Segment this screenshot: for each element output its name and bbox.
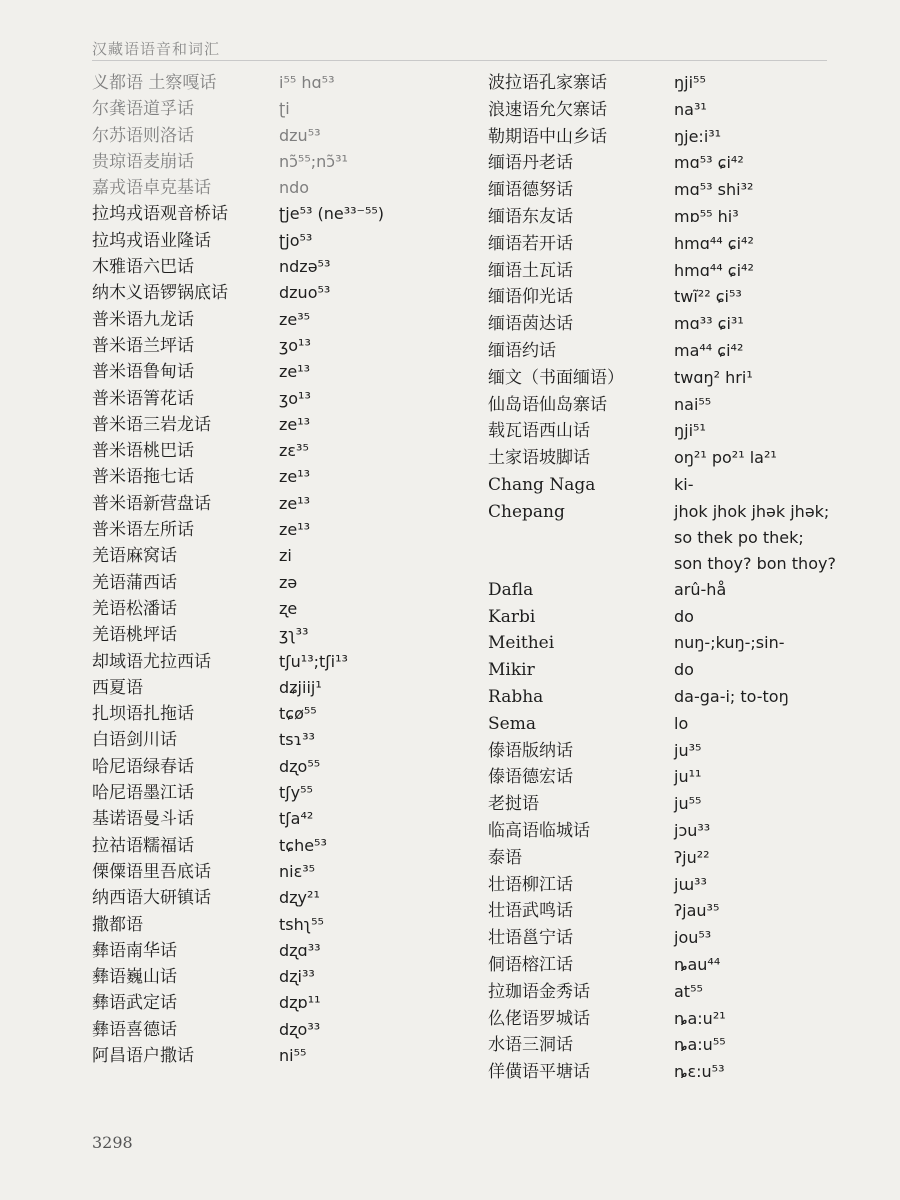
language-name: 羌语松潘话: [92, 598, 177, 619]
language-name: 撒都语: [92, 914, 143, 935]
language-name: 嘉戎语卓克基话: [92, 178, 211, 199]
language-name: 白语剑川话: [92, 730, 177, 751]
left-column: [92, 70, 472, 1069]
entry-row: [92, 543, 472, 569]
word-form: ki-: [674, 474, 694, 494]
word-form: ʈi: [279, 99, 290, 119]
word-form: jhok jhok jhək jhək; so thek po thek; son thoy? bon thoy?: [674, 501, 836, 573]
language-name: 普米语左所话: [92, 520, 194, 541]
language-name: 拉坞戎语业隆话: [92, 230, 211, 251]
entry-row: [488, 418, 888, 445]
entry-row: [488, 952, 888, 979]
entry-row: [92, 201, 472, 227]
language-name: 土家语坡脚话: [488, 448, 590, 469]
word-form: ʒo¹³: [279, 335, 311, 355]
entry-row: [488, 1006, 888, 1033]
word-form: ju⁵⁵: [674, 794, 702, 814]
word-form: twɑŋ² hri¹: [674, 367, 753, 387]
entry-row: [92, 701, 472, 727]
entry-row: [488, 657, 888, 684]
language-name: 缅语丹老话: [488, 153, 573, 174]
entry-row: [488, 925, 888, 952]
word-form: dzuo⁵³: [279, 283, 331, 303]
word-form: zə: [279, 572, 298, 592]
entry-row: [488, 472, 888, 499]
entry-row: [488, 365, 888, 392]
entry-row: [488, 764, 888, 791]
language-name: Rabha: [488, 686, 544, 707]
running-header: 汉藏语语音和词汇: [92, 40, 221, 58]
language-name: 哈尼语绿春话: [92, 756, 194, 777]
language-name: 普米语鲁甸话: [92, 362, 194, 383]
word-form: arû-hå: [674, 579, 727, 599]
word-form: ȵau⁴⁴: [674, 954, 721, 974]
page-number: 3298: [92, 1133, 133, 1152]
word-form: dzu⁵³: [279, 125, 321, 145]
language-name: 壮语柳江话: [488, 874, 573, 895]
language-name: 仙岛语仙岛寨话: [488, 394, 607, 415]
language-name: 临高语临城话: [488, 820, 590, 841]
entry-row: [92, 964, 472, 990]
entry-row: [488, 204, 888, 231]
entry-row: [92, 228, 472, 254]
language-name: 羌语蒲西话: [92, 572, 177, 593]
word-form: tsɿ³³: [279, 730, 315, 750]
word-form: tshʅ⁵⁵: [279, 914, 324, 934]
language-name: 纳木义语锣锅底话: [92, 283, 228, 304]
language-name: Sema: [488, 713, 536, 734]
entry-row: [92, 1017, 472, 1043]
word-form: ŋji⁵¹: [674, 421, 706, 441]
word-form: ʈjo⁵³: [279, 230, 313, 250]
word-form: na³¹: [674, 99, 707, 119]
language-name: Dafla: [488, 579, 534, 600]
entry-row: [488, 284, 888, 311]
entry-row: [92, 780, 472, 806]
language-name: 基诺语曼斗话: [92, 809, 194, 830]
entry-row: [92, 570, 472, 596]
word-form: da-ga-i; to-toŋ: [674, 686, 789, 706]
word-form: mɑ³³ ɕi³¹: [674, 314, 744, 334]
language-name: 傈僳语里吾底话: [92, 861, 211, 882]
word-form: nɔ̃⁵⁵;nɔ̃³¹: [279, 151, 348, 171]
entry-row: [488, 791, 888, 818]
language-name: 泰语: [488, 847, 522, 868]
language-name: 佯僙语平塘话: [488, 1062, 590, 1083]
word-form: ju³⁵: [674, 740, 702, 760]
entry-row: [488, 231, 888, 258]
language-name: 傣语德宏话: [488, 767, 573, 788]
entry-row: [92, 175, 472, 201]
language-name: 义都语 土察嘎话: [92, 73, 217, 93]
entry-row: [488, 258, 888, 285]
language-name: 缅语仰光话: [488, 287, 573, 308]
language-name: 彝语巍山话: [92, 967, 177, 988]
entry-row: [92, 123, 472, 149]
word-form: ndzə⁵³: [279, 257, 331, 277]
entry-row: [92, 359, 472, 385]
entry-row: [92, 596, 472, 622]
word-form: ju¹¹: [674, 767, 702, 787]
entry-row: [92, 412, 472, 438]
word-form: ze¹³: [279, 520, 311, 540]
word-form: i⁵⁵ hɑ⁵³: [279, 73, 335, 92]
language-name: 扎坝语扎拖话: [92, 704, 194, 725]
word-form: jɔu³³: [674, 820, 711, 840]
language-name: 彝语喜德话: [92, 1019, 177, 1040]
word-form: hmɑ⁴⁴ ɕi⁴²: [674, 260, 754, 280]
word-form: ȵɛ:u⁵³: [674, 1062, 725, 1082]
language-name: 普米语三岩龙话: [92, 414, 211, 435]
word-form: at⁵⁵: [674, 981, 703, 1001]
word-form: dʑjiij¹: [279, 677, 322, 697]
language-name: 普米语箐花话: [92, 388, 194, 409]
word-form: ȵa:u⁵⁵: [674, 1035, 726, 1055]
language-name: 仫佬语罗城话: [488, 1008, 590, 1029]
entry-row: [488, 177, 888, 204]
word-form: ze³⁵: [279, 309, 311, 329]
language-name: 哈尼语墨江话: [92, 783, 194, 804]
word-form: zɛ³⁵: [279, 441, 309, 461]
word-form: jɯ³³: [674, 874, 707, 894]
word-form: nai⁵⁵: [674, 394, 712, 414]
word-form: ʔjau³⁵: [674, 901, 720, 921]
language-name: 侗语榕江话: [488, 954, 573, 975]
entry-row: [92, 885, 472, 911]
entry-row: [488, 979, 888, 1006]
entry-row: [92, 806, 472, 832]
entry-row: [488, 124, 888, 151]
language-name: 水语三洞话: [488, 1035, 573, 1056]
word-form: dʐi³³: [279, 967, 315, 987]
language-name: 载瓦语西山话: [488, 421, 590, 442]
language-name: 纳西语大研镇话: [92, 888, 211, 909]
word-form: mɒ⁵⁵ hi³: [674, 206, 739, 226]
entry-row: [488, 818, 888, 845]
language-name: 普米语桃巴话: [92, 441, 194, 462]
word-form: ŋje:i³¹: [674, 126, 722, 146]
entry-row: [92, 491, 472, 517]
entry-row: [92, 912, 472, 938]
entry-row: [488, 499, 888, 577]
entry-row: [488, 311, 888, 338]
language-name: 缅文（书面缅语）: [488, 367, 624, 388]
language-name: 傣语版纳话: [488, 740, 573, 761]
language-name: 普米语兰坪话: [92, 335, 194, 356]
language-name: 彝语南华话: [92, 940, 177, 961]
language-name: 勒期语中山乡话: [488, 126, 607, 147]
word-form: ʈje⁵³ (ne³³⁻⁵⁵): [279, 204, 385, 224]
word-form: ni⁵⁵: [279, 1045, 307, 1065]
header-rule: [92, 60, 827, 61]
language-name: 尔龚语道孚话: [92, 99, 194, 120]
entry-row: [92, 754, 472, 780]
language-name: 却域语尤拉西话: [92, 651, 211, 672]
language-name: 西夏语: [92, 677, 143, 698]
word-form: ȵa:u²¹: [674, 1008, 726, 1028]
entry-row: [92, 675, 472, 701]
entry-row: [92, 1043, 472, 1069]
language-name: 木雅语六巴话: [92, 257, 194, 278]
entry-row: [488, 445, 888, 472]
entry-row: [488, 872, 888, 899]
entry-row: [488, 604, 888, 631]
entry-row: [92, 938, 472, 964]
entry-row: [488, 338, 888, 365]
word-form: ma⁴⁴ ɕi⁴²: [674, 340, 744, 360]
language-name: 壮语邕宁话: [488, 928, 573, 949]
entry-row: [488, 392, 888, 419]
language-name: 阿昌语户撒话: [92, 1045, 194, 1066]
entry-row: [488, 684, 888, 711]
language-name: Karbi: [488, 606, 536, 627]
language-name: 普米语拖七话: [92, 467, 194, 488]
language-name: 老挝语: [488, 794, 539, 815]
word-form: tʃa⁴²: [279, 809, 314, 829]
entry-row: [92, 859, 472, 885]
word-form: ʐe: [279, 598, 298, 618]
word-form: dʐy²¹: [279, 888, 320, 908]
language-name: 缅语茵达话: [488, 314, 573, 335]
word-form: ze¹³: [279, 414, 311, 434]
entry-row: [488, 898, 888, 925]
language-name: 缅语东友话: [488, 206, 573, 227]
language-name: Meithei: [488, 633, 555, 654]
entry-row: [488, 1059, 888, 1086]
entry-row: [92, 649, 472, 675]
entry-row: [92, 438, 472, 464]
entry-row: [92, 464, 472, 490]
entry-row: [488, 97, 888, 124]
language-name: Mikir: [488, 660, 535, 681]
language-name: 尔苏语则洛话: [92, 125, 194, 146]
word-form: oŋ²¹ po²¹ la²¹: [674, 448, 777, 468]
entry-row: [488, 738, 888, 765]
entry-row: [488, 711, 888, 738]
entry-row: [92, 727, 472, 753]
word-form: twĩ²² ɕi⁵³: [674, 287, 742, 307]
language-name: 羌语桃坪话: [92, 625, 177, 646]
language-name: 缅语若开话: [488, 233, 573, 254]
word-form: zi: [279, 546, 292, 566]
word-form: lo: [674, 713, 689, 733]
entry-row: [92, 333, 472, 359]
word-form: do: [674, 606, 694, 626]
language-name: 羌语麻窝话: [92, 546, 177, 567]
language-name: 缅语约话: [488, 340, 556, 361]
entry-row: [92, 386, 472, 412]
entry-row: [488, 845, 888, 872]
language-name: 波拉语孔家寨话: [488, 73, 607, 93]
language-name: 拉珈语金秀话: [488, 981, 590, 1002]
word-form: jou⁵³: [674, 928, 712, 948]
language-name: 壮语武鸣话: [488, 901, 573, 922]
entry-row: [92, 990, 472, 1016]
language-name: 缅语土瓦话: [488, 260, 573, 281]
entry-row: [488, 630, 888, 657]
entry-row: [488, 577, 888, 604]
entry-row: [92, 517, 472, 543]
language-name: Chang Naga: [488, 474, 596, 495]
language-name: 浪速语允欠寨话: [488, 99, 607, 120]
word-form: tʃy⁵⁵: [279, 783, 313, 803]
word-form: ʒo¹³: [279, 388, 311, 408]
language-name: 拉坞戎语观音桥话: [92, 204, 228, 225]
word-form: tɕhe⁵³: [279, 835, 327, 855]
entry-row: [92, 622, 472, 648]
language-name: 彝语武定话: [92, 993, 177, 1014]
language-name: 缅语德努话: [488, 180, 573, 201]
word-form: tʃu¹³;tʃi¹³: [279, 651, 348, 671]
entry-row: [92, 833, 472, 859]
entry-row: [92, 149, 472, 175]
entry-row: [92, 70, 472, 96]
entry-row: [92, 254, 472, 280]
entry-row: [488, 70, 888, 97]
word-form: dʐɑ³³: [279, 940, 321, 960]
word-form: mɑ⁵³ ɕi⁴²: [674, 153, 744, 173]
language-name: 拉祜语糯福话: [92, 835, 194, 856]
language-name: Chepang: [488, 501, 565, 522]
entry-row: [92, 96, 472, 122]
word-form: ʔju²²: [674, 847, 710, 867]
word-form: ŋji⁵⁵: [674, 73, 706, 92]
word-form: dʐo⁵⁵: [279, 756, 321, 776]
word-form: ze¹³: [279, 362, 311, 382]
word-form: mɑ⁵³ shi³²: [674, 180, 754, 200]
word-form: ʒʅ³³: [279, 625, 309, 645]
entry-row: [488, 150, 888, 177]
word-form: dʐɒ¹¹: [279, 993, 321, 1013]
entry-row: [92, 280, 472, 306]
entry-row: [92, 307, 472, 333]
language-name: 贵琼语麦崩话: [92, 151, 194, 172]
word-form: niɛ³⁵: [279, 861, 316, 881]
language-name: 普米语新营盘话: [92, 493, 211, 514]
word-form: ze¹³: [279, 467, 311, 487]
entry-row: [488, 1032, 888, 1059]
word-form: tɕø⁵⁵: [279, 704, 317, 724]
word-form: dʐo³³: [279, 1019, 321, 1039]
word-form: nuŋ-;kuŋ-;sin-: [674, 633, 785, 653]
word-form: ndo: [279, 178, 310, 198]
right-column: [488, 70, 888, 1086]
word-form: hmɑ⁴⁴ ɕi⁴²: [674, 233, 754, 253]
language-name: 普米语九龙话: [92, 309, 194, 330]
word-form: do: [674, 660, 694, 680]
word-form: ze¹³: [279, 493, 311, 513]
